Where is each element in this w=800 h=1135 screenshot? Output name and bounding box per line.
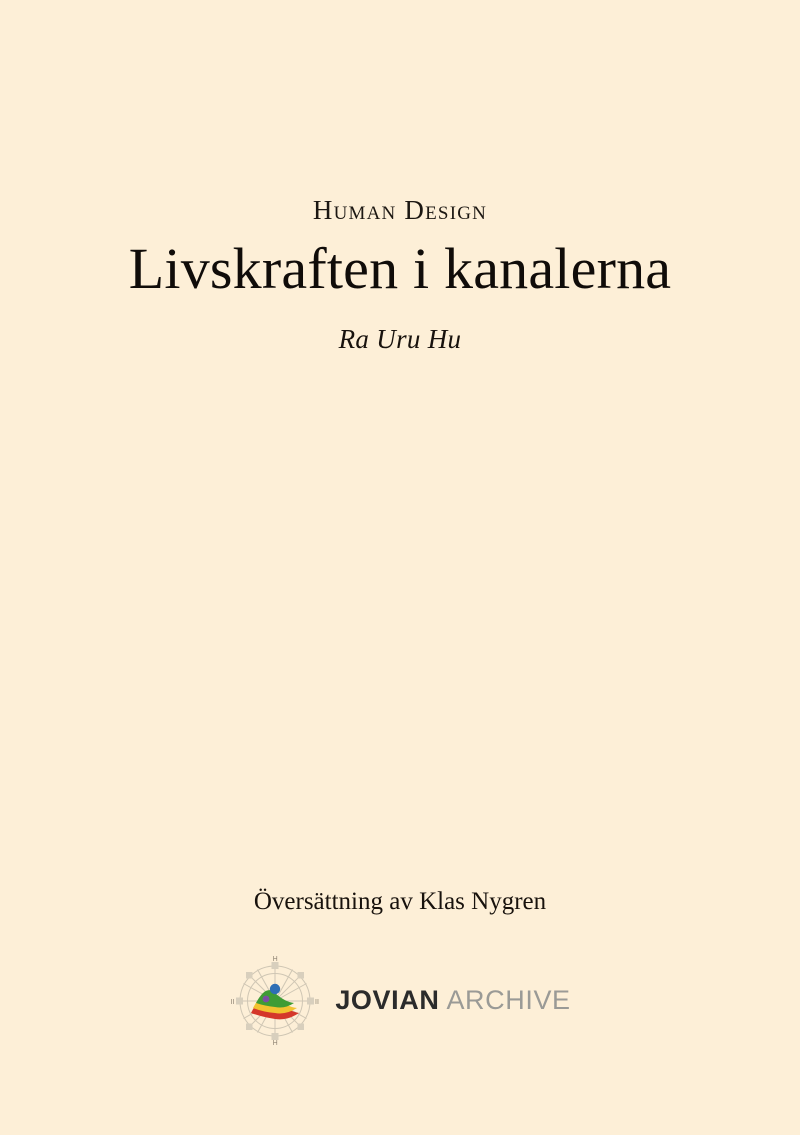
- series-label: Human Design: [312, 195, 488, 225]
- svg-text:H: H: [272, 955, 278, 963]
- svg-text:II: II: [230, 999, 235, 1006]
- svg-text:II: II: [315, 999, 320, 1006]
- logo-word-jovian: JOVIAN: [335, 984, 440, 1015]
- logo-word-archive: ARCHIVE: [446, 984, 571, 1015]
- publisher-logo: [0, 955, 800, 1047]
- svg-text:H: H: [272, 1040, 278, 1047]
- page-title: Livskraften i kanalerna: [128, 235, 672, 301]
- publisher-wordmark: [335, 985, 570, 1016]
- author-name: Ra Uru Hu: [338, 324, 462, 355]
- title-block: [0, 196, 800, 355]
- jovian-archive-mandala-icon: [229, 955, 321, 1047]
- translator-credit: Översättning av Klas Nygren: [253, 888, 547, 915]
